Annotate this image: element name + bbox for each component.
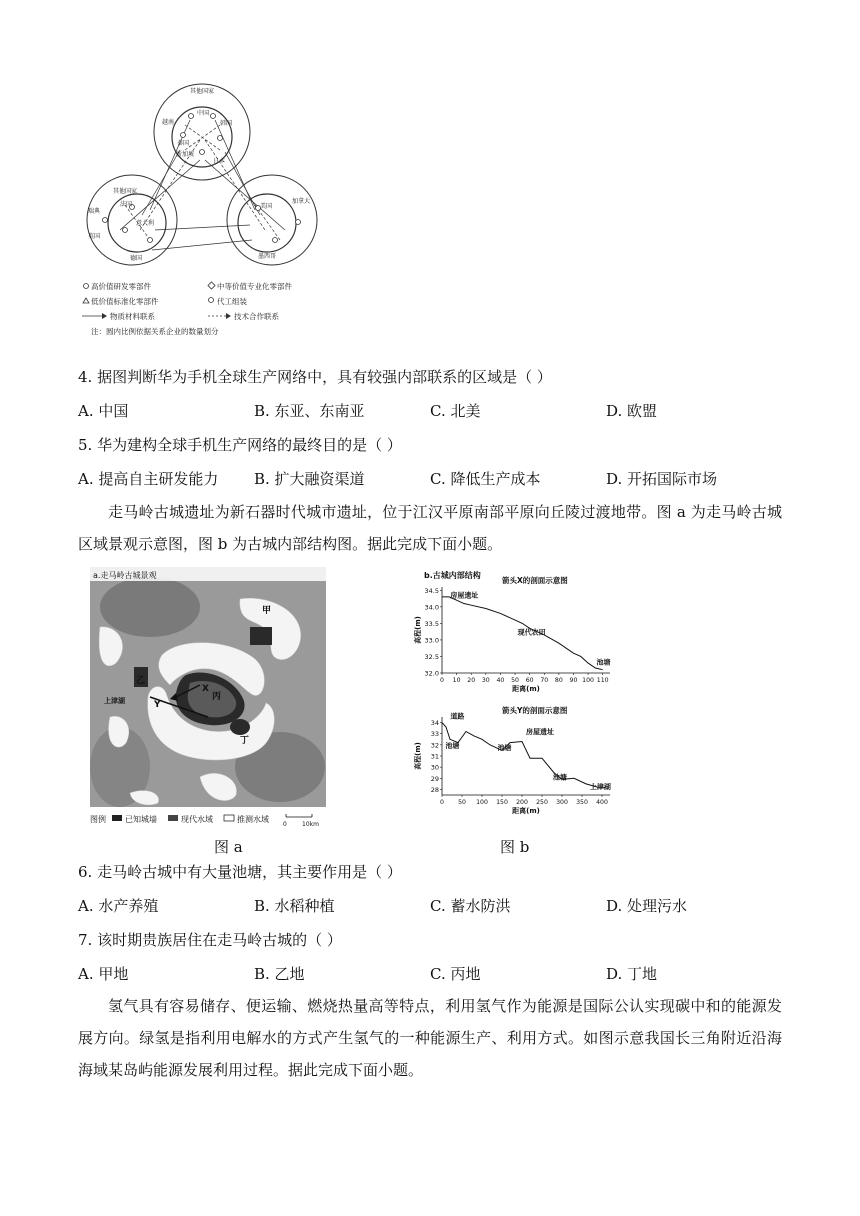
legend-inferred-water: 推测水域 bbox=[237, 815, 269, 824]
legend-material: 物质材料联系 bbox=[110, 312, 155, 321]
label-singapore: 新加坡 bbox=[176, 151, 195, 158]
label-shangjinhu: 上津湖 bbox=[104, 697, 125, 705]
profile-y-x-tick-label: 300 bbox=[556, 799, 568, 806]
profile-y-annotation: 道路 bbox=[450, 712, 465, 721]
profile-x-y-tick-label: 33.0 bbox=[424, 636, 439, 645]
intro-paragraph-hydrogen: 氢气具有容易储存、便运输、燃烧热量高等特点，利用氢气作为能源是国际公认实现碳中和的能源发展方向。绿氢是指利用电解水的方式产生氢气的一种能源生产、利用方式。如图示意我国长三角附近沿海海域某岛屿能源发展利用过程。据此完成下面小题。 bbox=[78, 997, 782, 1079]
profile-y-annotation: 池塘 bbox=[552, 773, 567, 782]
label-other-countries-left: 其他国家 bbox=[113, 188, 138, 195]
q6-option-a[interactable]: A. 水产养殖 bbox=[78, 897, 159, 915]
profile-y-x-tick-label: 200 bbox=[516, 799, 528, 806]
profile-x-title: 箭头X的剖面示意图 bbox=[502, 576, 568, 585]
profile-x-x-tick-label: 100 bbox=[582, 677, 594, 684]
legend-low-std: 低价值标准化零部件 bbox=[91, 297, 159, 306]
question-5-stem: 5. 华为建构全球手机生产网络的最终目的是（ ） bbox=[78, 436, 402, 454]
profile-x-x-tick-label: 60 bbox=[525, 677, 534, 684]
profile-x-x-tick-label: 80 bbox=[554, 677, 563, 684]
q7-option-d[interactable]: D. 丁地 bbox=[606, 965, 658, 983]
profile-y-annotation: 池塘 bbox=[497, 743, 512, 752]
profile-y-annotation: 池塘 bbox=[445, 742, 460, 751]
label-china: 中国 bbox=[197, 110, 210, 117]
label-bing: 丙 bbox=[212, 692, 222, 702]
q5-option-b[interactable]: B. 扩大融资渠道 bbox=[254, 470, 365, 488]
profile-y-chart bbox=[413, 705, 611, 815]
profile-y-x-tick-label: 250 bbox=[536, 799, 548, 806]
label-italy: 意大利 bbox=[136, 220, 155, 227]
label-y: Y bbox=[154, 700, 161, 710]
label-mexico: 墨西哥 bbox=[258, 253, 277, 260]
profile-x-x-tick-label: 20 bbox=[467, 677, 476, 684]
label-ding: 丁 bbox=[240, 736, 250, 746]
label-japan: 日本 bbox=[213, 158, 226, 165]
q4-option-a[interactable]: A. 中国 bbox=[78, 402, 129, 420]
scale-zero: 0 bbox=[283, 821, 287, 827]
profile-y-y-tick-label: 29 bbox=[430, 774, 439, 783]
profile-x-annotation: 现代农田 bbox=[517, 628, 546, 637]
figure-b-profiles bbox=[408, 567, 620, 827]
profile-y-y-tick-label: 28 bbox=[430, 785, 439, 794]
label-canada: 加拿大 bbox=[292, 198, 311, 205]
figure-a-caption: 图 a bbox=[214, 838, 243, 856]
profile-x-x-tick-label: 10 bbox=[452, 677, 461, 684]
legend-modern-water: 现代水域 bbox=[181, 815, 213, 824]
profile-y-annotation: 房屋遗址 bbox=[526, 728, 554, 737]
profile-y-xlabel: 距离(m) bbox=[512, 807, 540, 815]
profile-x-y-tick-label: 32.0 bbox=[424, 669, 439, 678]
profile-y-x-tick-label: 0 bbox=[440, 799, 444, 806]
profile-y-x-tick-label: 350 bbox=[576, 799, 588, 806]
profile-y-line bbox=[442, 723, 606, 788]
q5-option-a[interactable]: A. 提高自主研发能力 bbox=[78, 470, 219, 488]
figure-a-landscape-map bbox=[90, 567, 326, 827]
q4-option-b[interactable]: B. 东亚、东南亚 bbox=[254, 402, 365, 420]
profile-y-x-tick-label: 50 bbox=[458, 799, 466, 806]
profile-x-x-tick-label: 0 bbox=[440, 677, 444, 684]
q4-option-c[interactable]: C. 北美 bbox=[430, 402, 481, 420]
question-6-stem: 6. 走马岭古城中有大量池塘，其主要作用是（ ） bbox=[78, 863, 402, 881]
scale-10km: 10km bbox=[302, 821, 319, 827]
label-korea: 韩国 bbox=[220, 120, 233, 127]
q5-option-c[interactable]: C. 降低生产成本 bbox=[430, 470, 541, 488]
label-uk: 英国 bbox=[88, 233, 101, 240]
profile-x-xlabel: 距离(m) bbox=[512, 685, 540, 693]
figure-b-caption: 图 b bbox=[500, 838, 530, 856]
profile-x-x-tick-label: 90 bbox=[569, 677, 578, 684]
legend-tech: 技术合作联系 bbox=[234, 312, 279, 321]
label-jia: 甲 bbox=[262, 606, 272, 616]
label-france: 法国 bbox=[120, 201, 133, 208]
profile-x-chart bbox=[413, 575, 611, 693]
legend-note: 注：圆内比例依据关系企业的数量划分 bbox=[91, 327, 219, 336]
q6-option-c[interactable]: C. 蓄水防洪 bbox=[430, 897, 511, 915]
q6-option-b[interactable]: B. 水稻种植 bbox=[254, 897, 335, 915]
label-yi: 乙 bbox=[136, 676, 146, 686]
profile-x-annotation: 房屋遗址 bbox=[450, 591, 479, 600]
profile-x-x-tick-label: 110 bbox=[596, 677, 609, 684]
q6-option-d[interactable]: D. 处理污水 bbox=[606, 897, 688, 915]
profile-x-x-tick-label: 40 bbox=[496, 677, 505, 684]
label-usa: 美国 bbox=[260, 203, 273, 210]
profile-y-x-tick-label: 150 bbox=[496, 799, 508, 806]
profile-y-y-tick-label: 34 bbox=[430, 719, 439, 728]
profile-x-y-tick-label: 34.5 bbox=[424, 586, 439, 595]
profile-x-ylabel: 高程(m) bbox=[414, 616, 422, 644]
profile-y-x-tick-label: 100 bbox=[476, 799, 488, 806]
figure-b-title: b.古城内部结构 bbox=[424, 571, 481, 580]
profile-x-x-tick-label: 70 bbox=[540, 677, 549, 684]
figure-a-legend-prefix: 图例 bbox=[90, 815, 106, 824]
profile-y-y-tick-label: 32 bbox=[430, 741, 439, 750]
question-7-stem: 7. 该时期贵族居住在走马岭古城的（ ） bbox=[78, 931, 342, 949]
profile-y-annotation: 上津湖 bbox=[589, 782, 611, 791]
q7-option-b[interactable]: B. 乙地 bbox=[254, 965, 305, 983]
profile-y-ylabel: 高程(m) bbox=[414, 742, 422, 770]
label-sweden: 瑞典 bbox=[88, 208, 101, 215]
profile-y-y-tick-label: 30 bbox=[430, 763, 439, 772]
question-4-stem: 4. 据图判断华为手机全球生产网络中，具有较强内部联系的区域是（ ） bbox=[78, 368, 552, 386]
profile-y-x-tick-label: 400 bbox=[596, 799, 608, 806]
legend-mid-pro: 中等价值专业化零部件 bbox=[217, 282, 292, 291]
profile-y-y-tick-label: 31 bbox=[430, 752, 439, 761]
label-germany: 德国 bbox=[130, 255, 143, 262]
q5-option-d[interactable]: D. 开拓国际市场 bbox=[606, 470, 718, 488]
profile-x-y-tick-label: 33.5 bbox=[424, 619, 439, 628]
huawei-network-figure bbox=[80, 80, 322, 342]
profile-x-x-tick-label: 30 bbox=[481, 677, 490, 684]
q4-option-d[interactable]: D. 欧盟 bbox=[606, 402, 658, 420]
profile-x-y-tick-label: 34.0 bbox=[424, 603, 439, 612]
label-thailand: 泰国 bbox=[177, 140, 190, 147]
legend-oem: 代工组装 bbox=[217, 297, 247, 306]
figure-a-title: a.走马岭古城景观 bbox=[93, 571, 157, 580]
profile-y-y-tick-label: 33 bbox=[430, 730, 439, 739]
profile-x-annotation: 池塘 bbox=[596, 658, 611, 667]
legend-high-rd: 高价值研发零部件 bbox=[91, 282, 151, 291]
q7-option-c[interactable]: C. 丙地 bbox=[430, 965, 481, 983]
q7-option-a[interactable]: A. 甲地 bbox=[78, 965, 129, 983]
intro-paragraph-zoumaling: 走马岭古城遗址为新石器时代城市遗址，位于江汉平原南部平原向丘陵过渡地带。图 a 为走马岭古城区域景观示意图，图 b 为古城内部结构图。据此完成下面小题。 bbox=[78, 503, 782, 553]
profile-x-y-tick-label: 32.5 bbox=[424, 652, 439, 661]
label-vietnam: 越南 bbox=[162, 119, 175, 126]
legend-known-wall: 已知城墙 bbox=[125, 815, 157, 824]
profile-x-x-tick-label: 50 bbox=[511, 677, 519, 684]
label-x: X bbox=[202, 684, 209, 694]
label-other-countries-top: 其他国家 bbox=[190, 88, 215, 95]
profile-y-title: 箭头Y的剖面示意图 bbox=[502, 706, 568, 715]
